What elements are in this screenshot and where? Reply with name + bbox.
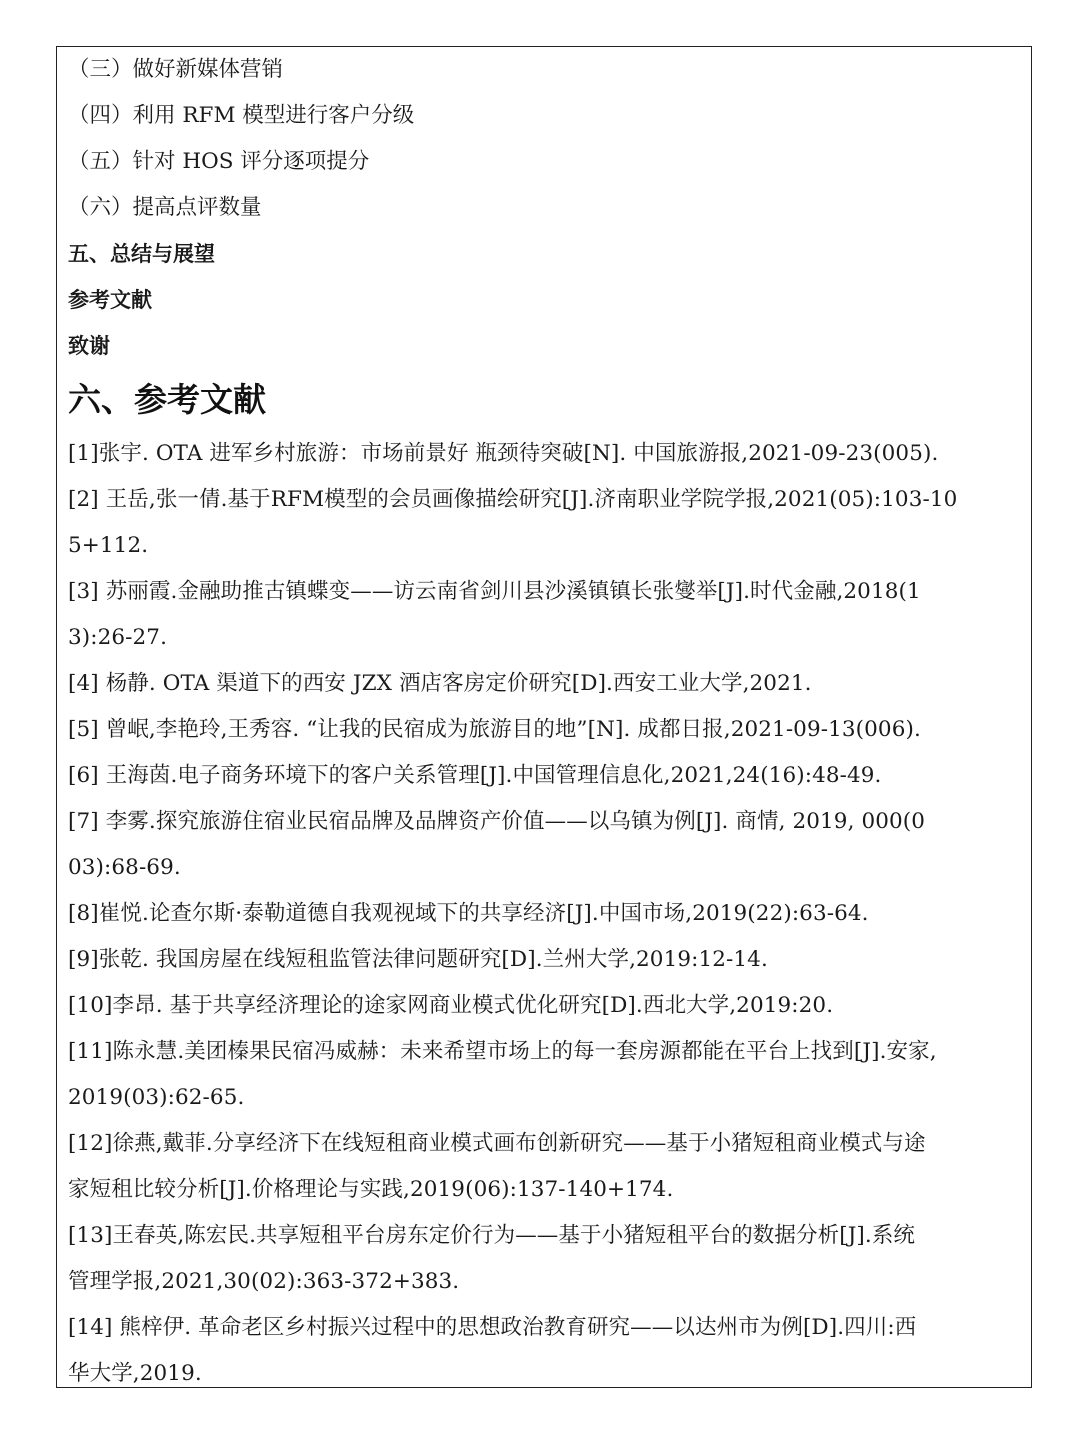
reference-entry bbox=[68, 799, 1026, 891]
toc-chapter: 五、总结与展望 bbox=[68, 242, 215, 266]
reference-line: 家短租比较分析[J].价格理论与实践,2019(06):137-140+174. bbox=[68, 1177, 674, 1202]
toc-item: （六）提高点评数量 bbox=[68, 195, 262, 220]
reference-entry bbox=[68, 1029, 1026, 1121]
reference-entry bbox=[68, 661, 1026, 707]
reference-line: [5] 曾岷,李艳玲,王秀容. “让我的民宿成为旅游目的地”[N]. 成都日报,2021-09-13(006). bbox=[68, 717, 921, 742]
reference-line: [1]张宇. OTA 进军乡村旅游：市场前景好 瓶颈待突破[N]. 中国旅游报,2021-09-23(005). bbox=[68, 441, 939, 466]
toc-chapter: 致谢 bbox=[68, 334, 110, 358]
document-content bbox=[68, 47, 1026, 1397]
page-frame bbox=[56, 46, 1032, 1388]
reference-line: 管理学报,2021,30(02):363-372+383. bbox=[68, 1269, 460, 1294]
reference-entry bbox=[68, 1305, 1026, 1397]
reference-entry bbox=[68, 707, 1026, 753]
reference-line: [12]徐燕,戴菲.分享经济下在线短租商业模式画布创新研究——基于小猪短租商业模式与途 bbox=[68, 1131, 926, 1156]
section-heading: 六、参考文献 bbox=[68, 380, 266, 419]
reference-line: [11]陈永慧.美团榛果民宿冯威赫：未来希望市场上的每一套房源都能在平台上找到[J].安家, bbox=[68, 1039, 937, 1064]
reference-entry bbox=[68, 1213, 1026, 1305]
reference-line: 2019(03):62-65. bbox=[68, 1085, 245, 1110]
reference-line: [13]王春英,陈宏民.共享短租平台房东定价行为——基于小猪短租平台的数据分析[J].系统 bbox=[68, 1223, 916, 1248]
reference-entry bbox=[68, 753, 1026, 799]
reference-entry bbox=[68, 891, 1026, 937]
reference-line: 5+112. bbox=[68, 533, 149, 558]
toc-item: （五）针对 HOS 评分逐项提分 bbox=[68, 149, 370, 174]
reference-entry bbox=[68, 477, 1026, 569]
reference-entry bbox=[68, 1121, 1026, 1213]
reference-line: 3):26-27. bbox=[68, 625, 168, 650]
reference-list bbox=[68, 431, 1026, 1397]
toc-item: （三）做好新媒体营销 bbox=[68, 57, 284, 82]
reference-line: [6] 王海茵.电子商务环境下的客户关系管理[J].中国管理信息化,2021,24(16):48-49. bbox=[68, 763, 882, 788]
reference-line: [9]张乾. 我国房屋在线短租监管法律问题研究[D].兰州大学,2019:12-14. bbox=[68, 947, 768, 972]
reference-line: 03):68-69. bbox=[68, 855, 181, 880]
reference-entry bbox=[68, 937, 1026, 983]
reference-entry bbox=[68, 569, 1026, 661]
reference-entry bbox=[68, 983, 1026, 1029]
reference-line: [7] 李雾.探究旅游住宿业民宿品牌及品牌资产价值——以乌镇为例[J]. 商情, 2019, 000(0 bbox=[68, 809, 926, 834]
reference-entry bbox=[68, 431, 1026, 477]
reference-line: [8]崔悦.论查尔斯·泰勒道德自我观视域下的共享经济[J].中国市场,2019(22):63-64. bbox=[68, 901, 869, 926]
reference-line: [3] 苏丽霞.金融助推古镇蝶变——访云南省剑川县沙溪镇镇长张燮举[J].时代金融,2018(1 bbox=[68, 579, 921, 604]
reference-line: [2] 王岳,张一倩.基于RFM模型的会员画像描绘研究[J].济南职业学院学报,2021(05):103-10 bbox=[68, 487, 958, 512]
reference-line: [10]李昂. 基于共享经济理论的途家网商业模式优化研究[D].西北大学,2019:20. bbox=[68, 993, 834, 1018]
reference-line: [14] 熊梓伊. 革命老区乡村振兴过程中的思想政治教育研究——以达州市为例[D].四川:西 bbox=[68, 1315, 917, 1340]
reference-line: [4] 杨静. OTA 渠道下的西安 JZX 酒店客房定价研究[D].西安工业大学,2021. bbox=[68, 671, 812, 696]
toc-item: （四）利用 RFM 模型进行客户分级 bbox=[68, 103, 415, 128]
toc-chapter: 参考文献 bbox=[68, 288, 152, 312]
reference-line: 华大学,2019. bbox=[68, 1361, 202, 1386]
